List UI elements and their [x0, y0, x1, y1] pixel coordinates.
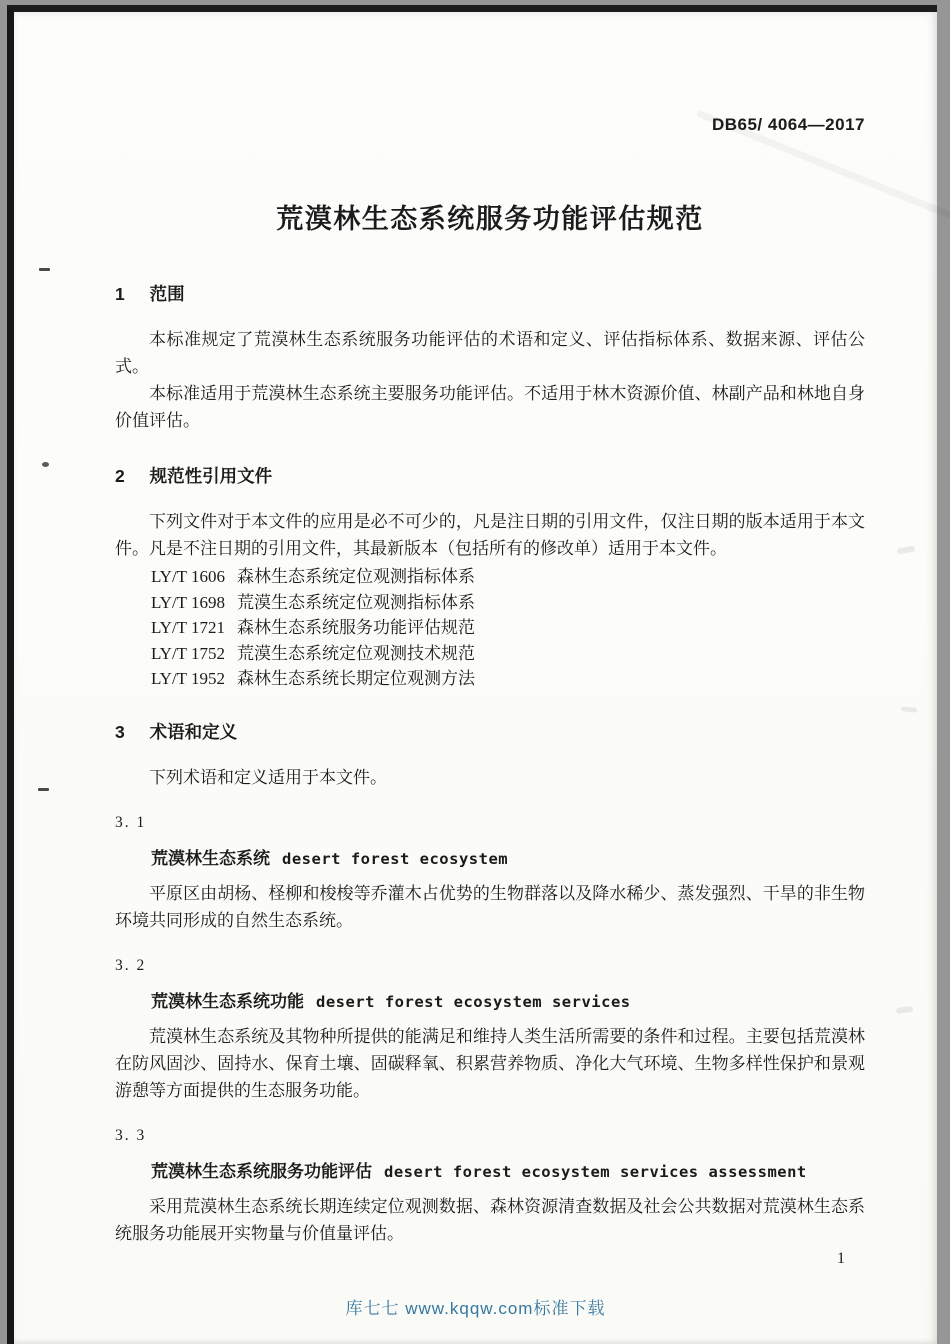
section-title: 术语和定义	[149, 721, 238, 742]
scan-smudge	[896, 1006, 914, 1014]
section-number: 2	[115, 466, 125, 486]
reference-item	[115, 666, 865, 692]
scope-paragraph: 本标准适用于荒漠林生态系统主要服务功能评估。不适用于林木资源价值、林副产品和林地自身价值评估。	[115, 384, 865, 430]
reference-code: LY/T 1721	[151, 618, 226, 637]
reference-title: 森林生态系统服务功能评估规范	[237, 618, 476, 637]
page-number: 1	[837, 1250, 845, 1267]
watermark: 库七七 www.kqqw.com标准下载	[345, 1299, 606, 1318]
section-title: 范围	[149, 284, 185, 304]
term-name-en: desert forest ecosystem services assessment	[384, 1162, 807, 1181]
term-number: 3. 1	[115, 813, 147, 831]
document-title: 荒漠林生态系统服务功能评估规范	[276, 204, 704, 234]
reference-list	[115, 564, 865, 692]
section-title: 规范性引用文件	[149, 466, 273, 486]
term-3-1	[115, 811, 865, 934]
scan-smudge	[897, 545, 916, 554]
reference-title: 荒漠生态系统定位观测指标体系	[237, 592, 476, 612]
term-definition: 采用荒漠林生态系统长期连续定位观测数据、森林资源清查数据及社会公共数据对荒漠林生态系统服务功能展开实物量与价值量评估。	[115, 1196, 865, 1243]
term-name-en: desert forest ecosystem services	[316, 992, 631, 1011]
references-intro: 下列文件对于本文件的应用是必不可少的，凡是注日期的引用文件，仅注日期的版本适用于本文件。凡是不注日期的引用文件，其最新版本（包括所有的修改单）适用于本文件。	[115, 512, 865, 558]
reference-item	[115, 641, 865, 667]
scan-artifact	[38, 788, 49, 791]
scan-artifact	[42, 462, 49, 467]
term-number: 3. 2	[115, 956, 147, 974]
section-number: 1	[115, 284, 125, 304]
scan-smudge	[901, 706, 917, 713]
term-name-zh: 荒漠林生态系统功能	[151, 991, 304, 1011]
term-3-3	[115, 1124, 865, 1247]
reference-code: LY/T 1698	[151, 592, 226, 612]
reference-item	[115, 590, 865, 616]
term-definition: 平原区由胡杨、柽柳和梭梭等乔灌木占优势的生物群落以及降水稀少、蒸发强烈、干旱的非生物环境共同形成的自然生态系统。	[115, 883, 865, 930]
term-name-zh: 荒漠林生态系统服务功能评估	[151, 1161, 372, 1181]
term-number: 3. 3	[115, 1126, 147, 1144]
reference-item	[115, 564, 865, 590]
term-name-zh: 荒漠林生态系统	[151, 848, 270, 868]
scan-artifact	[39, 268, 50, 271]
section-heading-terms	[115, 720, 865, 744]
section-heading-scope	[115, 282, 865, 306]
term-3-2	[115, 954, 865, 1104]
term-heading	[115, 990, 865, 1014]
document-page	[7, 5, 937, 1344]
reference-code: LY/T 1952	[151, 669, 226, 688]
term-heading	[115, 847, 865, 871]
reference-title: 森林生态系统长期定位观测方法	[237, 669, 476, 688]
section-heading-references	[115, 464, 865, 488]
reference-item	[115, 615, 865, 641]
section-number: 3	[115, 721, 125, 742]
terms-intro: 下列术语和定义适用于本文件。	[149, 767, 387, 787]
reference-title: 荒漠生态系统定位观测技术规范	[237, 643, 476, 663]
standard-number: DB65/ 4064—2017	[711, 115, 865, 134]
term-definition: 荒漠林生态系统及其物种所提供的能满足和维持人类生活所需要的条件和过程。主要包括荒漠林在防风固沙、固持水、保育土壤、固碳释氧、积累营养物质、净化大气环境、生物多样性保护和景观游憩等方面提供的生态服务功能。	[115, 1026, 865, 1100]
reference-code: LY/T 1606	[151, 567, 226, 586]
term-name-en: desert forest ecosystem	[282, 849, 509, 868]
page-content	[115, 12, 865, 1247]
term-heading	[115, 1160, 865, 1184]
scope-paragraph: 本标准规定了荒漠林生态系统服务功能评估的术语和定义、评估指标体系、数据来源、评估公式。	[115, 330, 865, 376]
reference-title: 森林生态系统定位观测指标体系	[237, 567, 476, 586]
reference-code: LY/T 1752	[151, 643, 226, 663]
